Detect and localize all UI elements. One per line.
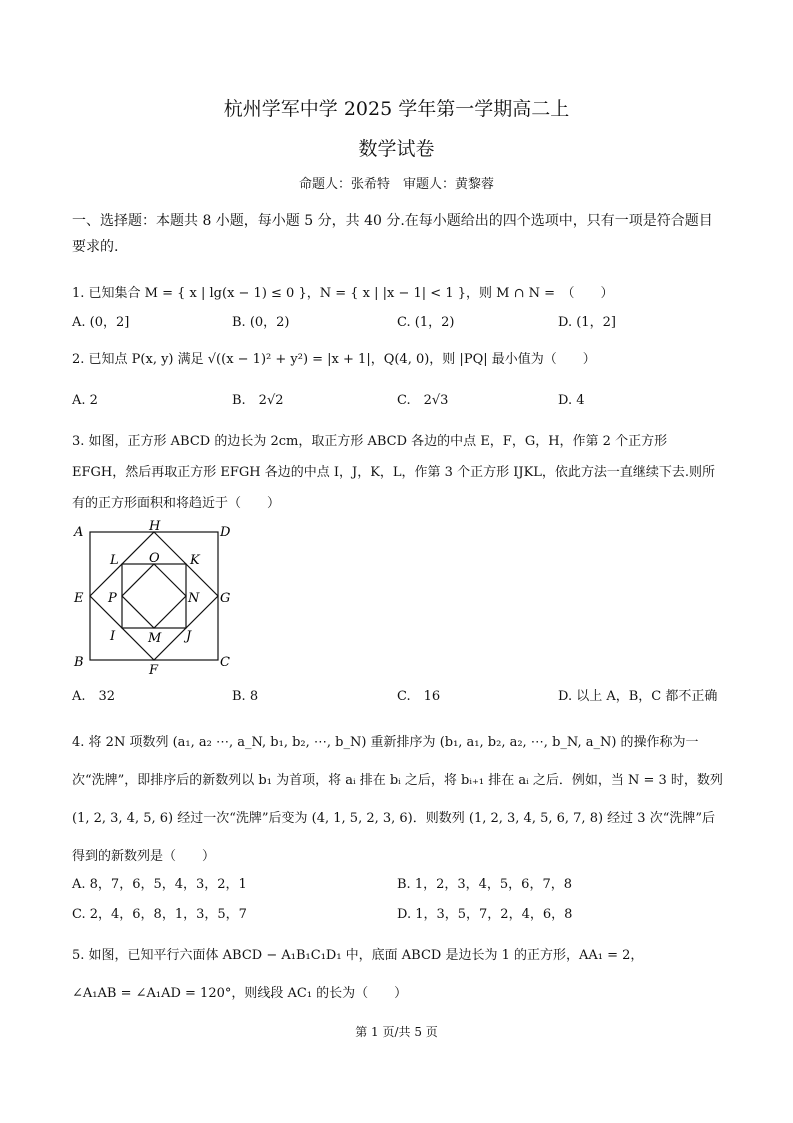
page-footer: 第 1 页/共 5 页	[355, 1025, 438, 1039]
question-4-option-a: A. 8，7，6，5，4，3，2，1	[72, 877, 247, 892]
question-4-stem: 4. 将 2N 项数列 (a₁, a₂ ⋯, a_N, b₁, b₂, ⋯, b_N) 重新排序为 (b₁, a₁, b₂, a₂, ⋯, b_N, a_N) 的操作称为一次“洗牌”，即排序后的新数列以 b₁ 为首项，将 aᵢ 排在 bᵢ 之后，将 bᵢ₊₁ 排在 aᵢ 之后．例如，当 N = 3 时，数列 (1, 2, 3, 4, 5, 6) 经过一次“洗牌”后变为 (4, 1, 5, 2, 3, 6)．则数列 (1, 2, 3, 4, 5, 6, 7, 8) 经过 3 次“洗牌”后得到的新数列是（ ）	[72, 735, 723, 864]
question-3-option-a: A. 32	[72, 689, 116, 704]
square-mnop	[122, 564, 186, 628]
question-2-option-a: A. 2	[72, 393, 98, 408]
label-h: H	[149, 519, 161, 534]
exam-authors: 命题人：张希特 审题人：黄黎蓉	[298, 177, 494, 192]
square-ijkl	[122, 564, 186, 628]
label-f: F	[149, 663, 159, 678]
question-3-option-b: B. 8	[232, 689, 259, 704]
question-4-option-b: B. 1，2，3，4，5，6，7，8	[397, 877, 572, 892]
question-1-option-c: C. (1，2)	[397, 315, 455, 330]
question-1-option-a: A. (0，2]	[72, 315, 130, 330]
label-b: B	[74, 655, 84, 670]
label-m: M	[148, 631, 162, 646]
exam-title: 杭州学军中学 2025 学年第一学期高二上	[223, 98, 570, 120]
label-j: J	[186, 629, 192, 644]
question-2-option-d: D. 4	[558, 393, 585, 408]
label-g: G	[220, 591, 231, 606]
question-2-option-b: B. 2√2	[232, 393, 284, 408]
label-n: N	[188, 591, 200, 606]
question-4-option-c: C. 2，4，6，8，1，3，5，7	[72, 907, 247, 922]
section-heading: 一、选择题：本题共 8 小题，每小题 5 分，共 40 分.在每小题给出的四个选项中，只有一项是符合题目要求的.	[72, 213, 713, 255]
label-l: L	[110, 553, 119, 568]
question-3-option-d: D. 以上 A，B，C 都不正确	[558, 689, 718, 704]
question-5-stem-line2: ∠A₁AB = ∠A₁AD = 120°，则线段 AC₁ 的长为（ ）	[72, 986, 408, 1001]
question-1-option-b: B. (0，2)	[232, 315, 290, 330]
label-p: P	[108, 591, 117, 606]
question-1-stem: 1. 已知集合 M = { x | lg(x − 1) ≤ 0 }，N = { x | |x − 1| < 1 }，则 M ∩ N = （ ）	[72, 286, 614, 301]
question-5-stem-line1: 5. 如图，已知平行六面体 ABCD − A₁B₁C₁D₁ 中，底面 ABCD 是边长为 1 的正方形，AA₁ = 2，	[72, 948, 644, 963]
question-3-stem: 3. 如图，正方形 ABCD 的边长为 2cm，取正方形 ABCD 各边的中点 E，F，G，H，作第 2 个正方形 EFGH，然后再取正方形 EFGH 各边的中点 I，J，K，L，作第 3 个正方形 IJKL，依此方法一直继续下去.则所有的正方形面积和将趋近于（ ）	[72, 434, 716, 511]
question-2-option-c: C. 2√3	[397, 393, 449, 408]
question-1-option-d: D. (1，2]	[558, 315, 616, 330]
label-i: I	[110, 629, 116, 644]
label-c: C	[220, 655, 230, 670]
question-3-option-c: C. 16	[397, 689, 441, 704]
label-k: K	[190, 553, 200, 568]
label-o: O	[149, 551, 160, 566]
nested-squares-figure	[70, 518, 240, 678]
question-4-option-d: D. 1，3，5，7，2，4，6，8	[397, 907, 573, 922]
exam-subtitle: 数学试卷	[358, 138, 435, 160]
question-2-stem: 2. 已知点 P(x, y) 满足 √((x − 1)² + y²) = |x + 1|，Q(4, 0)，则 |PQ| 最小值为（ ）	[72, 352, 596, 367]
label-d: D	[220, 525, 231, 540]
label-a: A	[74, 525, 84, 540]
label-e: E	[74, 591, 84, 606]
